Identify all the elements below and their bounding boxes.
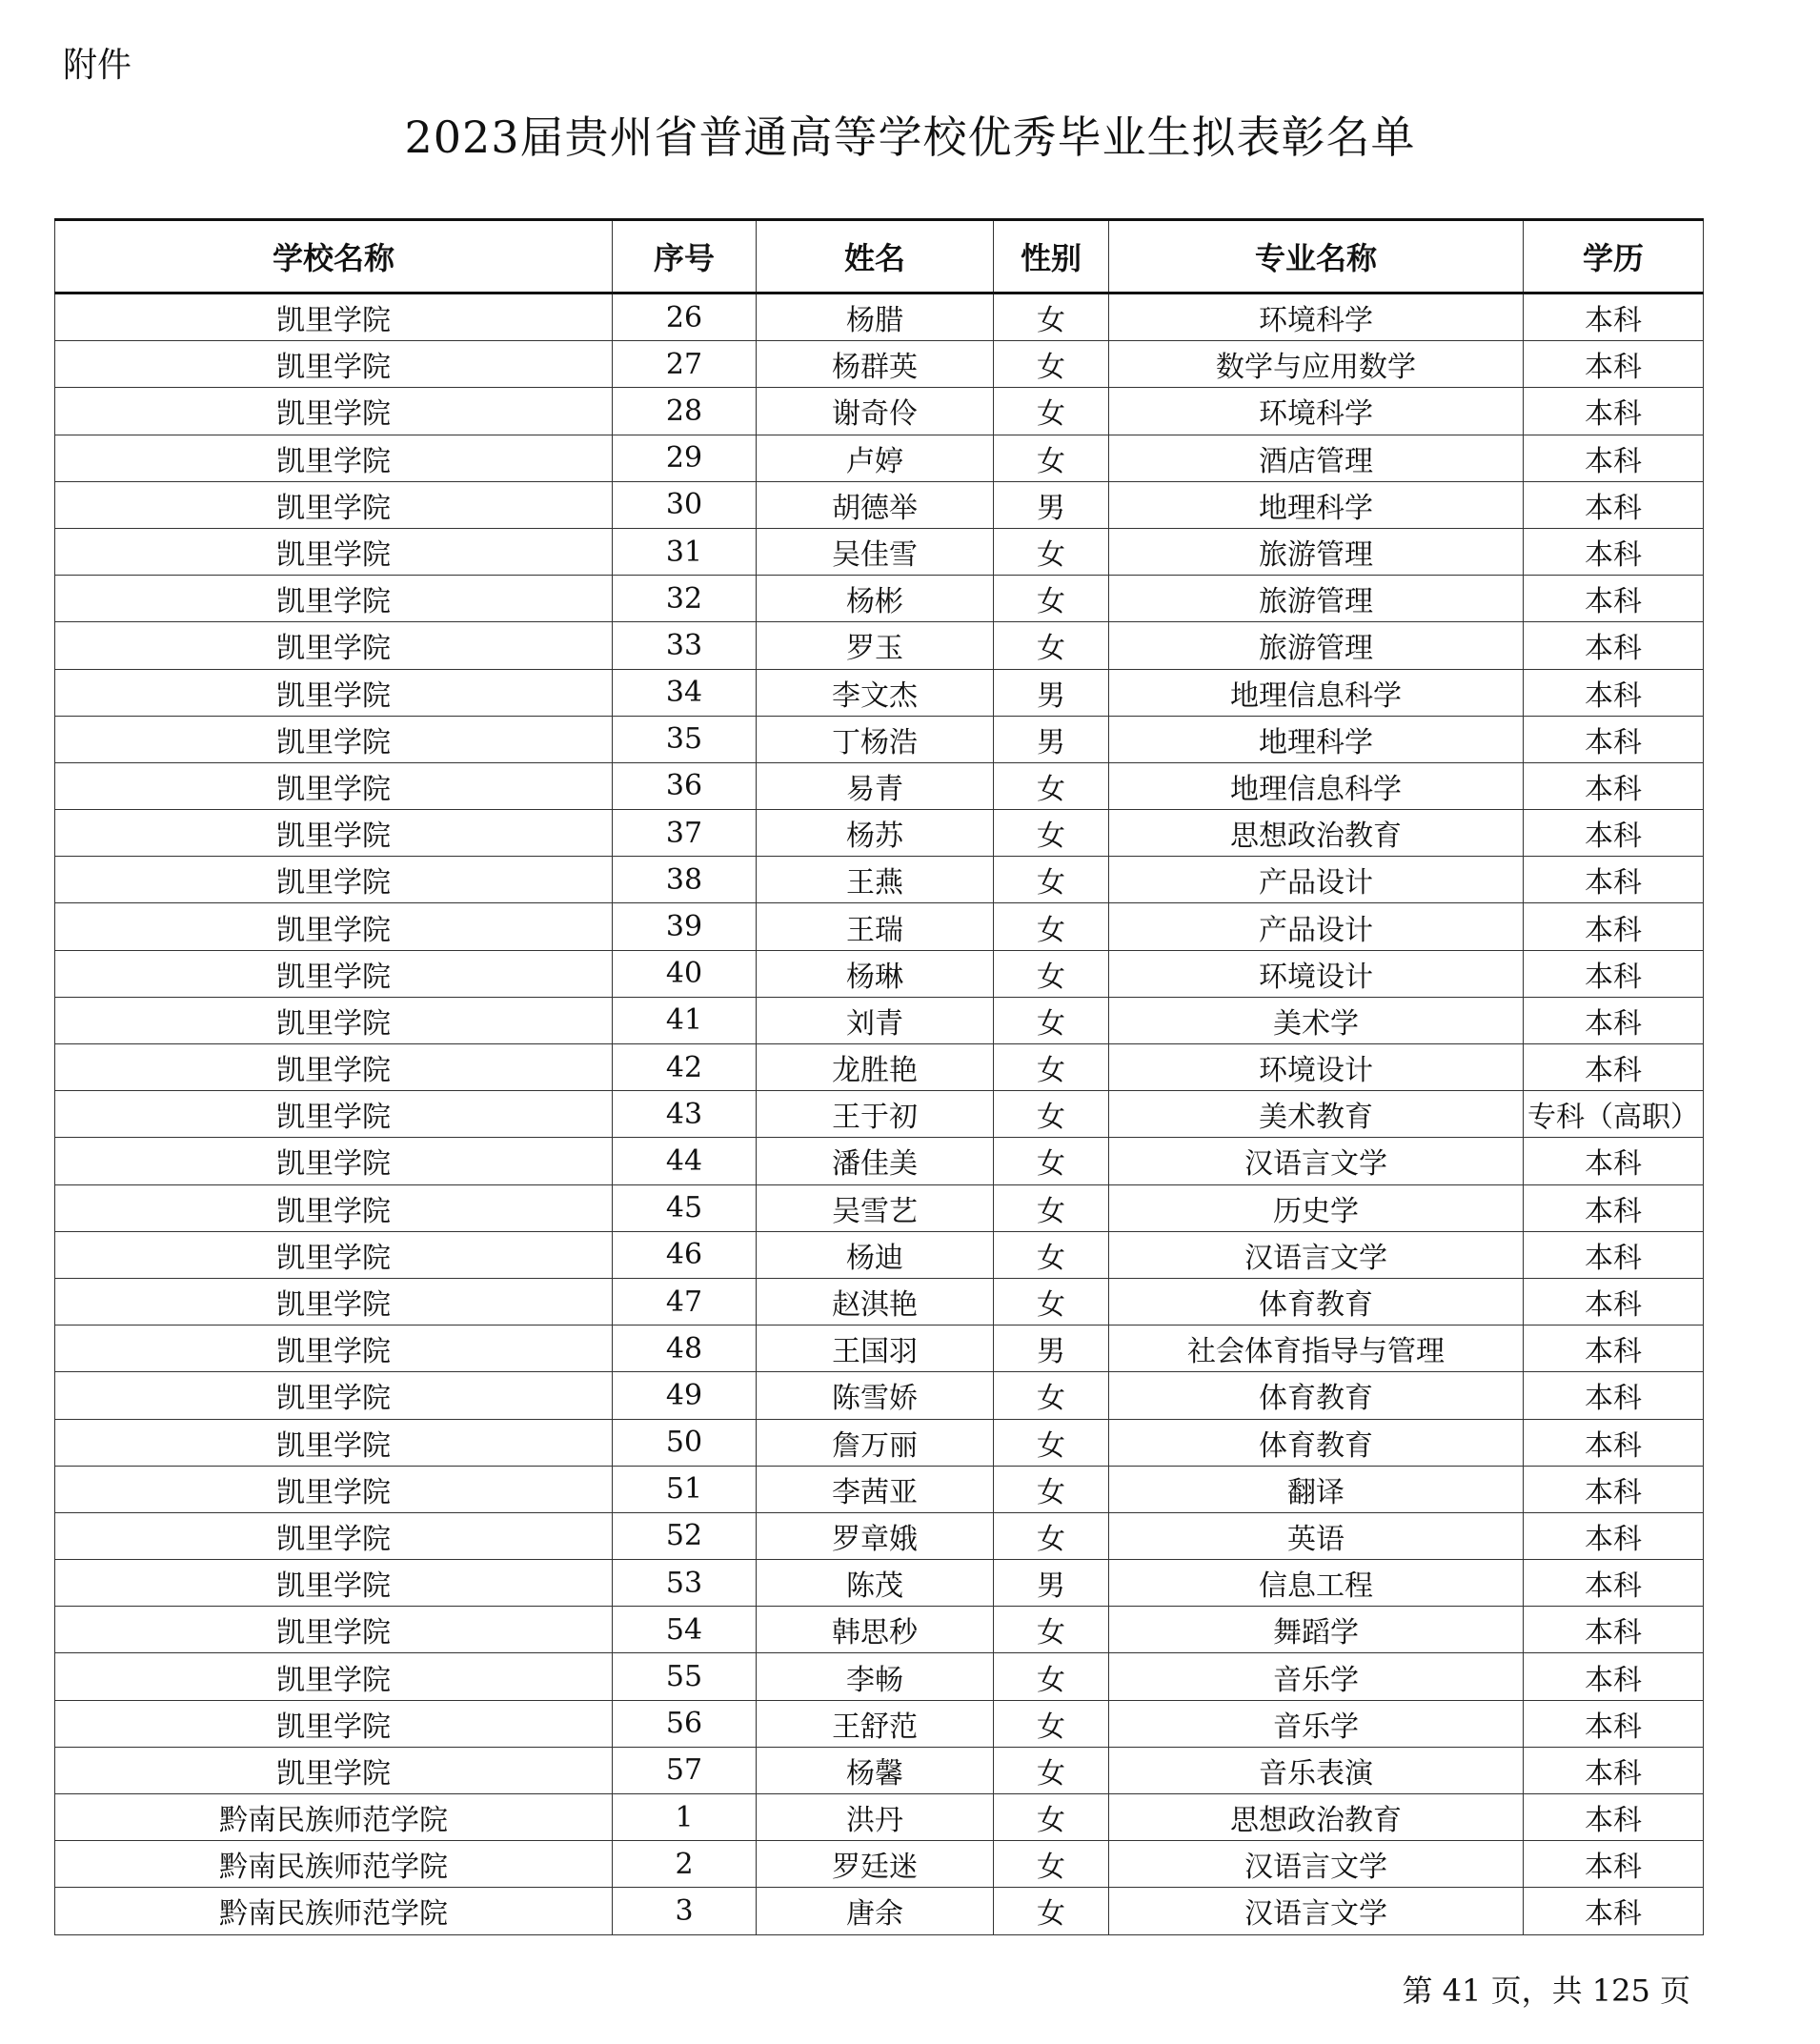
cell-degree: 本科 xyxy=(1524,810,1704,857)
table-row xyxy=(55,1184,1704,1231)
cell-gender: 女 xyxy=(994,1419,1109,1466)
cell-name: 王舒范 xyxy=(757,1700,994,1747)
table-row xyxy=(55,1091,1704,1138)
cell-seq: 37 xyxy=(613,810,757,857)
table-row xyxy=(55,997,1704,1043)
cell-gender: 女 xyxy=(994,293,1109,341)
cell-seq: 2 xyxy=(613,1841,757,1888)
cell-name: 潘佳美 xyxy=(757,1138,994,1184)
cell-degree: 本科 xyxy=(1524,950,1704,997)
cell-gender: 女 xyxy=(994,528,1109,575)
cell-degree: 本科 xyxy=(1524,341,1704,388)
table-row xyxy=(55,1419,1704,1466)
table-row xyxy=(55,1466,1704,1512)
table-row xyxy=(55,293,1704,341)
table-row xyxy=(55,903,1704,950)
table-row xyxy=(55,1653,1704,1700)
cell-seq: 39 xyxy=(613,903,757,950)
cell-degree: 本科 xyxy=(1524,1419,1704,1466)
cell-name: 丁杨浩 xyxy=(757,716,994,762)
cell-seq: 28 xyxy=(613,388,757,435)
cell-gender: 女 xyxy=(994,1184,1109,1231)
cell-school: 凯里学院 xyxy=(55,1372,613,1419)
header-major: 专业名称 xyxy=(1109,220,1524,293)
cell-seq: 41 xyxy=(613,997,757,1043)
cell-seq: 3 xyxy=(613,1888,757,1934)
cell-name: 洪丹 xyxy=(757,1794,994,1841)
cell-degree: 本科 xyxy=(1524,669,1704,716)
table-row xyxy=(55,716,1704,762)
cell-school: 凯里学院 xyxy=(55,1700,613,1747)
cell-school: 凯里学院 xyxy=(55,576,613,622)
cell-major: 英语 xyxy=(1109,1512,1524,1559)
header-gender: 性别 xyxy=(994,220,1109,293)
cell-seq: 26 xyxy=(613,293,757,341)
cell-seq: 30 xyxy=(613,481,757,528)
cell-seq: 54 xyxy=(613,1607,757,1653)
cell-degree: 本科 xyxy=(1524,1184,1704,1231)
table-row xyxy=(55,810,1704,857)
cell-school: 凯里学院 xyxy=(55,1419,613,1466)
cell-degree: 本科 xyxy=(1524,388,1704,435)
cell-seq: 31 xyxy=(613,528,757,575)
cell-name: 李畅 xyxy=(757,1653,994,1700)
table-row xyxy=(55,1044,1704,1091)
table-row xyxy=(55,435,1704,481)
cell-major: 体育教育 xyxy=(1109,1372,1524,1419)
cell-school: 凯里学院 xyxy=(55,528,613,575)
cell-name: 李文杰 xyxy=(757,669,994,716)
cell-major: 社会体育指导与管理 xyxy=(1109,1326,1524,1372)
cell-degree: 本科 xyxy=(1524,1138,1704,1184)
cell-degree: 本科 xyxy=(1524,528,1704,575)
cell-major: 环境设计 xyxy=(1109,1044,1524,1091)
cell-name: 杨苏 xyxy=(757,810,994,857)
cell-degree: 本科 xyxy=(1524,1372,1704,1419)
cell-gender: 女 xyxy=(994,1888,1109,1934)
header-degree: 学历 xyxy=(1524,220,1704,293)
cell-school: 凯里学院 xyxy=(55,997,613,1043)
cell-major: 美术教育 xyxy=(1109,1091,1524,1138)
cell-school: 凯里学院 xyxy=(55,762,613,809)
cell-school: 凯里学院 xyxy=(55,1747,613,1793)
honor-list-table xyxy=(54,218,1704,1935)
cell-name: 龙胜艳 xyxy=(757,1044,994,1091)
table-row xyxy=(55,1512,1704,1559)
table-row xyxy=(55,481,1704,528)
cell-major: 环境科学 xyxy=(1109,388,1524,435)
cell-gender: 男 xyxy=(994,1560,1109,1607)
cell-school: 凯里学院 xyxy=(55,1466,613,1512)
cell-seq: 47 xyxy=(613,1278,757,1325)
cell-degree: 本科 xyxy=(1524,716,1704,762)
cell-school: 凯里学院 xyxy=(55,1512,613,1559)
cell-seq: 53 xyxy=(613,1560,757,1607)
cell-gender: 男 xyxy=(994,716,1109,762)
cell-gender: 女 xyxy=(994,1607,1109,1653)
cell-name: 韩思秒 xyxy=(757,1607,994,1653)
cell-degree: 本科 xyxy=(1524,435,1704,481)
cell-major: 历史学 xyxy=(1109,1184,1524,1231)
table-row xyxy=(55,1278,1704,1325)
cell-name: 吴佳雪 xyxy=(757,528,994,575)
cell-school: 黔南民族师范学院 xyxy=(55,1841,613,1888)
cell-gender: 女 xyxy=(994,1700,1109,1747)
cell-name: 罗章娥 xyxy=(757,1512,994,1559)
cell-gender: 女 xyxy=(994,997,1109,1043)
cell-seq: 56 xyxy=(613,1700,757,1747)
cell-name: 胡德举 xyxy=(757,481,994,528)
cell-major: 地理科学 xyxy=(1109,481,1524,528)
cell-major: 酒店管理 xyxy=(1109,435,1524,481)
cell-seq: 46 xyxy=(613,1231,757,1278)
table-row xyxy=(55,1888,1704,1934)
cell-name: 赵淇艳 xyxy=(757,1278,994,1325)
header-school: 学校名称 xyxy=(55,220,613,293)
table-row xyxy=(55,1794,1704,1841)
table-row xyxy=(55,1841,1704,1888)
cell-major: 体育教育 xyxy=(1109,1278,1524,1325)
cell-major: 环境设计 xyxy=(1109,950,1524,997)
page-number-footer: 第 41 页，共 125 页 xyxy=(1402,1973,1690,2009)
cell-seq: 51 xyxy=(613,1466,757,1512)
cell-major: 音乐表演 xyxy=(1109,1747,1524,1793)
cell-name: 王于初 xyxy=(757,1091,994,1138)
cell-school: 凯里学院 xyxy=(55,950,613,997)
cell-major: 音乐学 xyxy=(1109,1700,1524,1747)
cell-seq: 49 xyxy=(613,1372,757,1419)
cell-gender: 女 xyxy=(994,1278,1109,1325)
table-row xyxy=(55,669,1704,716)
cell-major: 环境科学 xyxy=(1109,293,1524,341)
cell-name: 刘青 xyxy=(757,997,994,1043)
cell-gender: 女 xyxy=(994,903,1109,950)
cell-name: 易青 xyxy=(757,762,994,809)
cell-school: 凯里学院 xyxy=(55,435,613,481)
cell-degree: 本科 xyxy=(1524,576,1704,622)
cell-name: 詹万丽 xyxy=(757,1419,994,1466)
cell-degree: 本科 xyxy=(1524,1231,1704,1278)
cell-gender: 女 xyxy=(994,435,1109,481)
cell-major: 产品设计 xyxy=(1109,857,1524,903)
cell-degree: 本科 xyxy=(1524,1607,1704,1653)
cell-seq: 52 xyxy=(613,1512,757,1559)
cell-name: 杨琳 xyxy=(757,950,994,997)
cell-gender: 男 xyxy=(994,481,1109,528)
cell-degree: 本科 xyxy=(1524,762,1704,809)
cell-degree: 本科 xyxy=(1524,997,1704,1043)
page-title: 2023届贵州省普通高等学校优秀毕业生拟表彰名单 xyxy=(404,111,1416,163)
cell-seq: 44 xyxy=(613,1138,757,1184)
cell-name: 杨馨 xyxy=(757,1747,994,1793)
table-row xyxy=(55,341,1704,388)
attachment-label: 附件 xyxy=(63,46,132,85)
table-row xyxy=(55,1607,1704,1653)
cell-school: 凯里学院 xyxy=(55,857,613,903)
cell-major: 汉语言文学 xyxy=(1109,1231,1524,1278)
cell-degree: 本科 xyxy=(1524,1653,1704,1700)
cell-name: 杨群英 xyxy=(757,341,994,388)
cell-major: 旅游管理 xyxy=(1109,528,1524,575)
table-row xyxy=(55,388,1704,435)
table-row xyxy=(55,1560,1704,1607)
header-seq: 序号 xyxy=(613,220,757,293)
cell-seq: 29 xyxy=(613,435,757,481)
cell-major: 信息工程 xyxy=(1109,1560,1524,1607)
cell-seq: 33 xyxy=(613,622,757,669)
cell-degree: 专科（高职） xyxy=(1524,1091,1704,1138)
cell-degree: 本科 xyxy=(1524,857,1704,903)
cell-name: 王燕 xyxy=(757,857,994,903)
cell-school: 凯里学院 xyxy=(55,1560,613,1607)
cell-name: 罗玉 xyxy=(757,622,994,669)
cell-seq: 35 xyxy=(613,716,757,762)
cell-seq: 34 xyxy=(613,669,757,716)
cell-name: 吴雪艺 xyxy=(757,1184,994,1231)
header-name: 姓名 xyxy=(757,220,994,293)
cell-major: 汉语言文学 xyxy=(1109,1841,1524,1888)
cell-name: 陈茂 xyxy=(757,1560,994,1607)
cell-gender: 女 xyxy=(994,341,1109,388)
cell-major: 舞蹈学 xyxy=(1109,1607,1524,1653)
cell-degree: 本科 xyxy=(1524,1888,1704,1934)
cell-gender: 女 xyxy=(994,1044,1109,1091)
cell-gender: 女 xyxy=(994,1138,1109,1184)
cell-gender: 女 xyxy=(994,810,1109,857)
cell-degree: 本科 xyxy=(1524,1794,1704,1841)
cell-major: 翻译 xyxy=(1109,1466,1524,1512)
cell-school: 凯里学院 xyxy=(55,1184,613,1231)
cell-degree: 本科 xyxy=(1524,1560,1704,1607)
table-header-row xyxy=(55,220,1704,293)
cell-school: 凯里学院 xyxy=(55,903,613,950)
cell-seq: 1 xyxy=(613,1794,757,1841)
cell-seq: 27 xyxy=(613,341,757,388)
cell-name: 罗廷迷 xyxy=(757,1841,994,1888)
table-body xyxy=(55,293,1704,1935)
cell-gender: 女 xyxy=(994,1091,1109,1138)
cell-name: 陈雪娇 xyxy=(757,1372,994,1419)
cell-name: 谢奇伶 xyxy=(757,388,994,435)
cell-school: 凯里学院 xyxy=(55,1607,613,1653)
cell-degree: 本科 xyxy=(1524,1747,1704,1793)
cell-school: 凯里学院 xyxy=(55,669,613,716)
cell-school: 凯里学院 xyxy=(55,293,613,341)
table-row xyxy=(55,576,1704,622)
table-row xyxy=(55,857,1704,903)
table-row xyxy=(55,1231,1704,1278)
cell-major: 旅游管理 xyxy=(1109,576,1524,622)
cell-name: 杨彬 xyxy=(757,576,994,622)
cell-school: 凯里学院 xyxy=(55,1138,613,1184)
table-row xyxy=(55,1372,1704,1419)
cell-name: 杨迪 xyxy=(757,1231,994,1278)
cell-seq: 45 xyxy=(613,1184,757,1231)
cell-school: 凯里学院 xyxy=(55,1231,613,1278)
cell-gender: 女 xyxy=(994,857,1109,903)
cell-seq: 57 xyxy=(613,1747,757,1793)
cell-degree: 本科 xyxy=(1524,903,1704,950)
cell-major: 思想政治教育 xyxy=(1109,1794,1524,1841)
cell-school: 黔南民族师范学院 xyxy=(55,1794,613,1841)
cell-major: 产品设计 xyxy=(1109,903,1524,950)
cell-degree: 本科 xyxy=(1524,1326,1704,1372)
cell-degree: 本科 xyxy=(1524,481,1704,528)
cell-seq: 55 xyxy=(613,1653,757,1700)
cell-gender: 女 xyxy=(994,576,1109,622)
cell-seq: 32 xyxy=(613,576,757,622)
cell-gender: 女 xyxy=(994,762,1109,809)
cell-school: 凯里学院 xyxy=(55,716,613,762)
cell-degree: 本科 xyxy=(1524,1044,1704,1091)
cell-gender: 女 xyxy=(994,1653,1109,1700)
table-row xyxy=(55,622,1704,669)
table-row xyxy=(55,1326,1704,1372)
cell-degree: 本科 xyxy=(1524,1466,1704,1512)
cell-name: 唐余 xyxy=(757,1888,994,1934)
table-row xyxy=(55,950,1704,997)
cell-school: 凯里学院 xyxy=(55,1091,613,1138)
cell-degree: 本科 xyxy=(1524,1278,1704,1325)
cell-gender: 女 xyxy=(994,950,1109,997)
cell-school: 凯里学院 xyxy=(55,1326,613,1372)
cell-school: 凯里学院 xyxy=(55,810,613,857)
cell-major: 思想政治教育 xyxy=(1109,810,1524,857)
cell-name: 王瑞 xyxy=(757,903,994,950)
cell-major: 音乐学 xyxy=(1109,1653,1524,1700)
cell-gender: 女 xyxy=(994,622,1109,669)
cell-gender: 女 xyxy=(994,1841,1109,1888)
cell-major: 体育教育 xyxy=(1109,1419,1524,1466)
cell-school: 凯里学院 xyxy=(55,1653,613,1700)
cell-name: 杨腊 xyxy=(757,293,994,341)
cell-major: 旅游管理 xyxy=(1109,622,1524,669)
cell-school: 黔南民族师范学院 xyxy=(55,1888,613,1934)
cell-major: 地理信息科学 xyxy=(1109,762,1524,809)
cell-seq: 40 xyxy=(613,950,757,997)
cell-gender: 女 xyxy=(994,1747,1109,1793)
cell-major: 汉语言文学 xyxy=(1109,1138,1524,1184)
cell-degree: 本科 xyxy=(1524,293,1704,341)
cell-major: 美术学 xyxy=(1109,997,1524,1043)
cell-name: 王国羽 xyxy=(757,1326,994,1372)
cell-degree: 本科 xyxy=(1524,1841,1704,1888)
cell-seq: 43 xyxy=(613,1091,757,1138)
table-row xyxy=(55,1138,1704,1184)
cell-school: 凯里学院 xyxy=(55,622,613,669)
cell-major: 汉语言文学 xyxy=(1109,1888,1524,1934)
cell-school: 凯里学院 xyxy=(55,481,613,528)
cell-gender: 女 xyxy=(994,1372,1109,1419)
cell-major: 数学与应用数学 xyxy=(1109,341,1524,388)
cell-seq: 36 xyxy=(613,762,757,809)
table-row xyxy=(55,1747,1704,1793)
cell-seq: 50 xyxy=(613,1419,757,1466)
cell-seq: 42 xyxy=(613,1044,757,1091)
cell-degree: 本科 xyxy=(1524,1512,1704,1559)
cell-name: 李茜亚 xyxy=(757,1466,994,1512)
cell-school: 凯里学院 xyxy=(55,1044,613,1091)
cell-degree: 本科 xyxy=(1524,1700,1704,1747)
cell-major: 地理科学 xyxy=(1109,716,1524,762)
cell-name: 卢婷 xyxy=(757,435,994,481)
cell-school: 凯里学院 xyxy=(55,388,613,435)
cell-gender: 女 xyxy=(994,1466,1109,1512)
cell-gender: 男 xyxy=(994,1326,1109,1372)
cell-gender: 女 xyxy=(994,388,1109,435)
table-row xyxy=(55,762,1704,809)
table-row xyxy=(55,1700,1704,1747)
cell-school: 凯里学院 xyxy=(55,1278,613,1325)
cell-gender: 女 xyxy=(994,1231,1109,1278)
cell-school: 凯里学院 xyxy=(55,341,613,388)
cell-degree: 本科 xyxy=(1524,622,1704,669)
cell-gender: 男 xyxy=(994,669,1109,716)
cell-gender: 女 xyxy=(994,1794,1109,1841)
table-row xyxy=(55,528,1704,575)
cell-major: 地理信息科学 xyxy=(1109,669,1524,716)
cell-gender: 女 xyxy=(994,1512,1109,1559)
cell-seq: 48 xyxy=(613,1326,757,1372)
cell-seq: 38 xyxy=(613,857,757,903)
